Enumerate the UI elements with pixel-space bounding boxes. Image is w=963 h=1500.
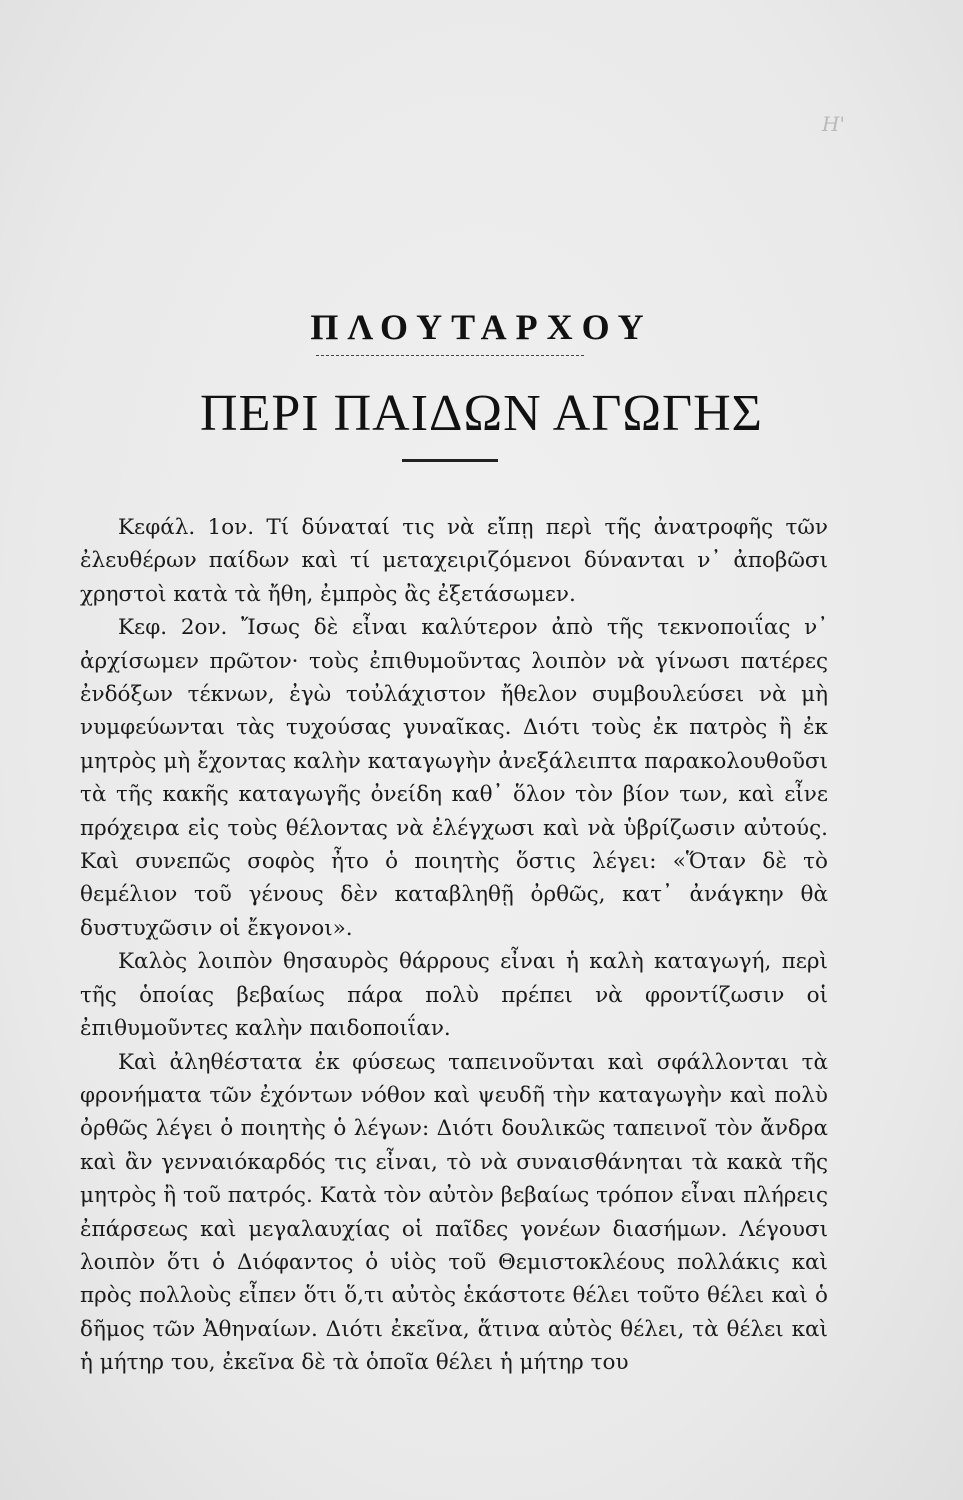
paragraph-2: Κεφ. 2ον. Ἴσως δὲ εἶναι καλύτερον ἀπὸ τῆς τεκνοποιΐας ν᾽ ἀρχίσωμεν πρῶτον· τοὺς ἐπιθυμοῦντας λοιπὸν νὰ γίνωσι πατέρες ἐνδόξων τέκνων, ἐγὼ τοὐλάχιστον ἤθελον συμβουλεύσει νὰ μὴ νυμφεύωνται τὰς τυχούσας γυναῖκας. Διότι τοὺς ἐκ πατρὸς ἢ ἐκ μητρὸς μὴ ἔχοντας καλὴν καταγωγὴν ἀνεξάλειπτα παρακολουθοῦσι τὰ τῆς κακῆς καταγωγῆς ὀνείδη καθ᾽ ὅλον τὸν βίον των, καὶ εἶνε πρόχειρα εἰς τοὺς θέλοντας νὰ ἐλέγχωσι καὶ νὰ ὑβρίζωσιν αὐτούς. Καὶ συνεπῶς σοφὸς ἦτο ὁ ποιητὴς ὅστις λέγει: «Ὅταν δὲ τὸ θεμέλιον τοῦ γένους δὲν καταβληθῇ ὀρθῶς, κατ᾽ ἀνάγκην θὰ δυστυχῶσιν οἱ ἔκγονοι». — [80, 615, 828, 941]
author-heading: ΠΛΟΥΤΑΡΧΟΥ — [310, 307, 653, 347]
page-title: ΠΕΡΙ ΠΑΙΔΩΝ ΑΓΩΓΗΣ — [200, 385, 763, 442]
dotted-divider — [316, 355, 584, 356]
paragraph-4: Καὶ ἀληθέστατα ἐκ φύσεως ταπεινοῦνται καὶ σφάλλονται τὰ φρονήματα τῶν ἐχόντων νόθον καὶ ψευδῆ τὴν καταγωγὴν καὶ πολὺ ὀρθῶς λέγει ὁ ποιητὴς ὁ λέγων: Διότι δουλικῶς ταπεινοῖ τὸν ἄνδρα καὶ ἂν γενναιόκαρδός τις εἶναι, τὸ νὰ συναισθάνηται τὰ κακὰ τῆς μητρὸς ἢ τοῦ πατρός. Κατὰ τὸν αὐτὸν βεβαίως τρόπον εἶναι πλήρεις ἐπάρσεως καὶ μεγαλαυχίας οἱ παῖδες γονέων διασήμων. Λέγουσι λοιπὸν ὅτι ὁ Διόφαντος ὁ υἱὸς τοῦ Θεμιστοκλέους πολλάκις καὶ πρὸς πολλοὺς εἶπεν ὅτι ὅ,τι αὐτὸς ἑκάστοτε θέλει τοῦτο θέλει καὶ ὁ δῆμος τῶν Ἀθηναίων. Διότι ἐκεῖνα, ἅτινα αὐτὸς θέλει, τὰ θέλει καὶ ἡ μήτηρ του, ἐκεῖνα δὲ τὰ ὁποῖα θέλει ἡ μήτηρ του — [80, 1049, 828, 1376]
title-underline — [402, 459, 498, 462]
paragraph-1: Κεφάλ. 1ον. Τί δύναταί τις νὰ εἴπῃ περὶ τῆς ἀνατροφῆς τῶν ἐλευθέρων παίδων καὶ τί μεταχειριζόμενοι δύνανται ν᾽ ἀποβῶσι χρηστοὶ κατὰ τὰ ἤθη, ἐμπρὸς ἂς ἐξετάσωμεν. — [80, 515, 828, 607]
bleed-through-page-number: Η' — [822, 112, 845, 136]
body-text — [80, 511, 828, 1380]
paragraph-3: Καλὸς λοιπὸν θησαυρὸς θάρρους εἶναι ἡ καλὴ καταγωγή, περὶ τῆς ὁποίας βεβαίως πάρα πολὺ πρέπει νὰ φροντίζωσιν οἱ ἐπιθυμοῦντες καλὴν παιδοποιΐαν. — [80, 949, 828, 1042]
